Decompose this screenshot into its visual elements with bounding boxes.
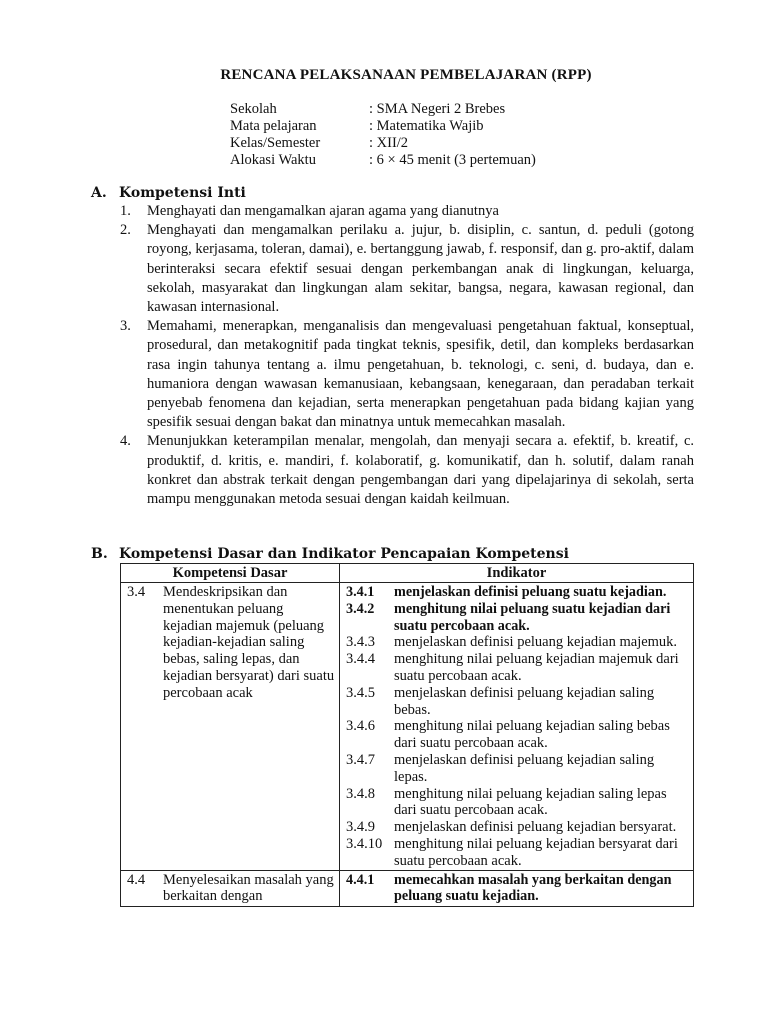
- indicator-item: [346, 836, 691, 870]
- meta-label: Sekolah: [230, 101, 277, 117]
- indicator-text: menjelaskan definisi peluang kejadian majemuk.: [394, 634, 678, 651]
- kd-number: 3.4: [127, 584, 146, 600]
- list-text: Menghayati dan mengamalkan perilaku a. jujur, b. disiplin, c. santun, d. peduli (gotong royong, kerjasama, toleran, damai), e. bertanggung jawab, f. responsif, dan g. pro-aktif, dalam berinteraksi secara efektif sesuai dengan perkembangan anak di lingkungan, keluarga, sekolah, masyarakat dan lingkungan alam sekitar, bangsa, negara, kawasan regional, dan kawasan internasional.: [147, 222, 694, 316]
- section-a-heading: [91, 184, 246, 202]
- table-header-row: [121, 564, 694, 583]
- indicator-cell: [340, 583, 694, 871]
- indicator-text: menghitung nilai peluang kejadian saling lepas dari suatu percobaan acak.: [394, 785, 667, 819]
- indicator-item: [346, 685, 691, 719]
- meta-row-kelas-semester: [230, 135, 536, 152]
- indicator-text: menghitung nilai peluang kejadian bersyarat dari suatu percobaan acak.: [394, 835, 678, 869]
- kd-text: Mendeskripsikan dan menentukan peluang kejadian majemuk (peluang kejadian-kejadian saling bebas, saling lepas, dan kejadian bersyarat) dari suatu percobaan acak: [163, 584, 335, 701]
- indicator-text: memecahkan masalah yang berkaitan dengan peluang suatu kejadian.: [394, 871, 672, 905]
- indicator-item: [346, 584, 691, 601]
- indicator-text: menghitung nilai peluang kejadian majemuk dari suatu percobaan acak.: [394, 651, 679, 684]
- indicator-number: 4.4.1: [346, 871, 375, 888]
- meta-label: Mata pelajaran: [230, 118, 317, 134]
- kd-number: 4.4: [127, 871, 146, 888]
- document-title: RENCANA PELAKSANAAN PEMBELAJARAN (RPP): [220, 67, 592, 83]
- kd-text: Menyelesaikan masalah yang berkaitan dengan: [163, 871, 334, 905]
- meta-value: : XII/2: [369, 135, 409, 151]
- kompetensi-inti-list: [120, 202, 694, 509]
- indicator-item: [346, 872, 691, 906]
- section-b-heading: [91, 545, 569, 563]
- indicator-cell: [340, 870, 694, 907]
- list-number: 2.: [120, 222, 131, 239]
- indicator-item: [346, 718, 691, 752]
- column-header-indikator: Indikator: [340, 564, 694, 583]
- kd-cell: [121, 870, 340, 907]
- list-text: Menunjukkan keterampilan menalar, mengolah, dan menyaji secara a. efektif, b. kreatif, c. produktif, d. kritis, e. mandiri, f. kolaboratif, g. komunikatif, dan h. solutif, dalam ranah konkret dan abstrak terkait dengan pengembangan dari yang dipelajarinya di sekolah, serta mampu menggunakan metoda sesuai dengan kaidah keilmuan.: [147, 433, 694, 508]
- column-header-kompetensi-dasar: Kompetensi Dasar: [121, 564, 340, 583]
- meta-value: : Matematika Wajib: [369, 118, 484, 134]
- list-item: [120, 432, 694, 509]
- meta-value: : SMA Negeri 2 Brebes: [369, 101, 506, 117]
- table-row: [121, 583, 694, 871]
- section-title: Kompetensi Inti: [119, 185, 246, 201]
- indicator-item: [346, 786, 691, 820]
- indicator-text: menjelaskan definisi peluang kejadian bersyarat.: [394, 819, 677, 836]
- list-text: Menghayati dan mengamalkan ajaran agama yang dianutnya: [147, 203, 499, 219]
- indicator-number: 3.4.1: [346, 584, 375, 600]
- indicator-text: menjelaskan definisi peluang kejadian saling bebas.: [394, 684, 655, 718]
- list-text: Memahami, menerapkan, menganalisis dan mengevaluasi pengetahuan faktual, konseptual, prosedural, dan metakognitif pada tingkat teknis, spesifik, detil, dan kompleks berdasarkan rasa ingin tahunya tentang a. ilmu pengetahuan, b. teknologi, c. seni, d. budaya, dan e. humaniora dengan wawasan kemanusiaan, kebangsaan, kenegaraan, dan peradaban terkait penyebab fenomena dan kejadian, serta menerapkan pengetahuan pada bidang kajian yang spesifik sesuai dengan bakat dan minatnya untuk memecahkan masalah.: [147, 318, 694, 431]
- indicator-number: 3.4.9: [346, 819, 375, 836]
- indicator-number: 3.4.5: [346, 684, 375, 701]
- document-meta: [230, 101, 536, 169]
- kd-cell: [121, 583, 340, 871]
- kompetensi-dasar-table: [120, 563, 694, 907]
- indicator-number: 3.4.7: [346, 751, 375, 768]
- meta-row-alokasi-waktu: [230, 152, 536, 169]
- indicator-number: 3.4.10: [346, 835, 383, 852]
- indicator-number: 3.4.2: [346, 600, 375, 617]
- list-number: 3.: [120, 318, 131, 335]
- section-letter: A.: [91, 185, 107, 201]
- indicator-item: [346, 651, 691, 685]
- meta-label: Alokasi Waktu: [230, 152, 316, 168]
- indicator-number: 3.4.4: [346, 651, 375, 668]
- list-item: [120, 202, 694, 221]
- meta-label: Kelas/Semester: [230, 135, 321, 151]
- list-item: [120, 221, 694, 317]
- indicator-item: [346, 819, 691, 836]
- indicator-text: menghitung nilai peluang kejadian saling bebas dari suatu percobaan acak.: [394, 718, 670, 752]
- list-number: 1.: [120, 203, 131, 219]
- meta-value: : 6 × 45 menit (3 pertemuan): [369, 152, 536, 168]
- meta-row-mata-pelajaran: [230, 118, 536, 135]
- indicator-text: menghitung nilai peluang suatu kejadian dari suatu percobaan acak.: [394, 600, 671, 634]
- meta-row-sekolah: [230, 101, 536, 118]
- list-item: [120, 317, 694, 432]
- indicator-text: menjelaskan definisi peluang kejadian saling lepas.: [394, 751, 655, 785]
- indicator-item: [346, 601, 691, 635]
- indicator-number: 3.4.8: [346, 785, 375, 802]
- indicator-text: menjelaskan definisi peluang suatu kejadian.: [394, 584, 667, 600]
- indicator-number: 3.4.6: [346, 718, 375, 735]
- indicator-item: [346, 752, 691, 786]
- list-number: 4.: [120, 433, 131, 450]
- section-letter: B.: [91, 546, 108, 562]
- indicator-number: 3.4.3: [346, 634, 375, 651]
- table-row: [121, 870, 694, 907]
- indicator-item: [346, 634, 691, 651]
- section-title: Kompetensi Dasar dan Indikator Pencapaian Kompetensi: [119, 546, 569, 562]
